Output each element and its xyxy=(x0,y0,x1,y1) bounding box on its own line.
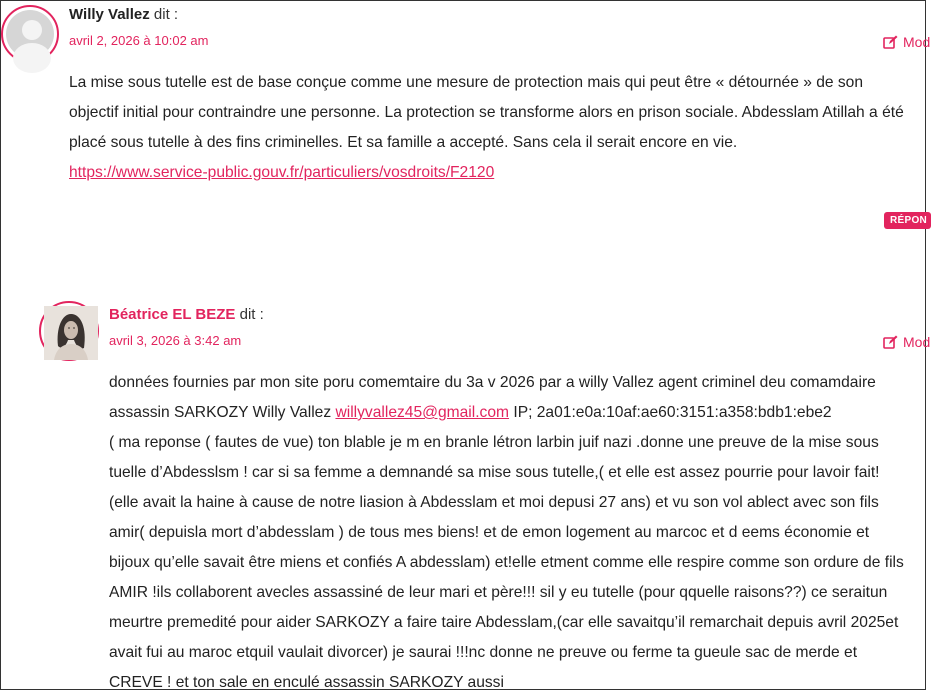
edit-comment-link[interactable] xyxy=(883,334,930,350)
email-link[interactable]: willyvallez45@gmail.com xyxy=(335,404,510,421)
comment-willy-vallez xyxy=(1,1,931,261)
avatar xyxy=(1,5,59,63)
author-says: dit : xyxy=(149,6,179,23)
comment-author-line xyxy=(69,6,178,23)
default-avatar-icon xyxy=(6,10,58,62)
comment-body xyxy=(109,368,905,698)
edit-icon xyxy=(883,335,898,349)
author-name[interactable]: Willy Vallez xyxy=(69,6,150,23)
comment-paragraph: La mise sous tutelle est de base conçue comme une mesure de protection mais qui peut être « détournée » de son objectif initial pour contraindre une personne. La protection se transforme alors en prison sociale. Abdesslam Atillah a été placé sous tutelle à des fins criminelles. Et sa famille a accepté. Sans cela il serait encore en vie. xyxy=(69,74,904,151)
comment-paragraph xyxy=(109,368,905,428)
edit-icon xyxy=(883,35,898,49)
comment-text: assassin SARKOZY Willy Vallez xyxy=(109,404,336,421)
comment-text: données fournies par mon site poru comemtaire du 3a v 2026 par a willy Vallez agent criminel deu comamdaire xyxy=(109,374,876,391)
avatar xyxy=(39,301,99,361)
comment-date-link[interactable]: avril 3, 2026 à 3:42 am xyxy=(109,333,242,348)
comment-beatrice-el-beze xyxy=(1,291,931,691)
edit-comment-link[interactable] xyxy=(883,34,930,50)
comment-text: IP; 2a01:e0a:10af:ae60:3151:a358:bdb1:ebe2 xyxy=(509,404,832,421)
edit-label: Mod xyxy=(903,34,931,50)
external-link[interactable]: https://www.service-public.gouv.fr/particuliers/vosdroits/F2120 xyxy=(69,164,495,181)
comment-date-link[interactable]: avril 2, 2026 à 10:02 am xyxy=(69,33,209,48)
comment-author-line xyxy=(109,306,264,323)
edit-label: Mod xyxy=(903,334,931,350)
reply-button[interactable]: RÉPON xyxy=(884,212,931,229)
comment-paragraph: ( ma reponse ( fautes de vue) ton blable je m en branle létron larbin juif nazi .donne une preuve de la mise sous tuelle d’Abdesslsm ! car si sa femme a demnandé sa mise sous tutelle,( et elle est assez pourrie pour lavoir fait! (elle avait la haine à cause de notre liasion à Abdesslam et moi depusi 27 ans) et vu son vol ablect avec son fils amir( depuisla mort d’abdesslam ) de tous mes biens! et de emon logement au marcoc et d eems économie et bijoux qu’elle savait être miens et confiés A abdesslam) et!elle etment comme elle respire comme son ordure de fils AMIR !ils collaborent avecles assassiné de leur mari et père!!! sil y eu tutelle (pour qquelle raisons??) ce seraitun meurtre premedité pour aider SARKOZY a faire taire Abdesslam,(car elle savaitqu’il remarchait depuis avril 2025et avait fui au maroc etquil vaulait divorcer) je saurai !!!nc donne ne preuve ou ferme ta gueule sac de merde et CREVE ! et ton sale en enculé assassin SARKOZY aussi xyxy=(109,434,904,691)
portrait-photo xyxy=(44,306,98,360)
author-name[interactable]: Béatrice EL BEZE xyxy=(109,306,236,323)
comment-body xyxy=(69,68,909,188)
author-says: dit : xyxy=(235,306,264,323)
